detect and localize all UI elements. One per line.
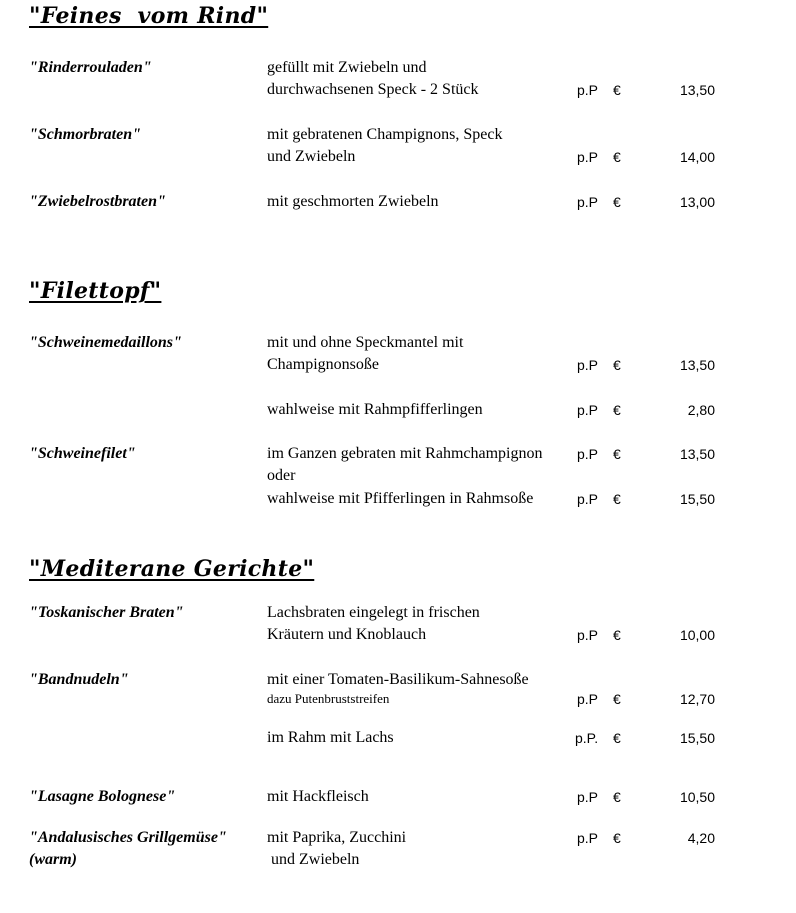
currency-symbol: €	[613, 149, 621, 165]
unit-label: p.P	[577, 446, 599, 462]
currency-symbol: €	[613, 691, 621, 707]
unit-label: p.P	[577, 149, 599, 165]
price-pfifferlinge-option: 2,80	[687, 402, 715, 418]
unit-label: p.P.	[575, 730, 599, 746]
unit-label: p.P	[577, 830, 599, 846]
dish-name-grillgemuese-note: (warm)	[29, 851, 77, 868]
dish-desc-schweinemedaillons-1: mit und ohne Speckmantel mit	[267, 334, 464, 351]
dish-desc-schweinefilet-1: im Ganzen gebraten mit Rahmchampignon	[267, 445, 543, 462]
dish-name-rinderrouladen: "Rinderrouladen"	[29, 59, 152, 76]
currency-symbol: €	[613, 357, 621, 373]
dish-desc-schweinemedaillons-2: Champignonsoße	[267, 356, 379, 373]
price-schweinefilet-option: 15,50	[679, 491, 715, 507]
unit-label: p.P	[577, 491, 599, 507]
dish-name-bandnudeln: "Bandnudeln"	[29, 671, 129, 688]
dish-name-toskanischer-braten: "Toskanischer Braten"	[29, 604, 184, 621]
dish-desc-grillgemuese-2: und Zwiebeln	[267, 851, 360, 868]
price-bandnudeln: 12,70	[679, 691, 715, 707]
section-title-rind: "Feines vom Rind"	[29, 3, 269, 29]
dish-name-grillgemuese: "Andalusisches Grillgemüse"	[29, 829, 227, 846]
price-toskanischer-braten: 10,00	[679, 627, 715, 643]
unit-label: p.P	[577, 789, 599, 805]
dish-desc-lasagne-1: mit Hackfleisch	[267, 788, 369, 805]
currency-symbol: €	[613, 830, 621, 846]
dish-desc-toskanischer-braten-2: Kräutern und Knoblauch	[267, 626, 427, 643]
currency-symbol: €	[613, 627, 621, 643]
dish-desc-toskanischer-braten-1: Lachsbraten eingelegt in frischen	[267, 604, 480, 621]
section-title-mediterane: "Mediterane Gerichte"	[29, 556, 315, 582]
unit-label: p.P	[577, 627, 599, 643]
currency-symbol: €	[613, 194, 621, 210]
dish-desc-schmorbraten-1: mit gebratenen Champignons, Speck	[267, 126, 503, 143]
price-grillgemuese: 4,20	[687, 830, 715, 846]
price-rinderrouladen: 13,50	[679, 82, 715, 98]
dish-desc-grillgemuese-1: mit Paprika, Zucchini	[267, 829, 407, 846]
dish-name-schweinefilet: "Schweinefilet"	[29, 445, 136, 462]
dish-desc-rinderrouladen-1: gefüllt mit Zwiebeln und	[267, 59, 427, 76]
dish-desc-bandnudeln-lachs: im Rahm mit Lachs	[267, 729, 394, 746]
dish-desc-bandnudeln-1: mit einer Tomaten-Basilikum-Sahnesoße	[267, 671, 529, 688]
dish-desc-schweinefilet-option: wahlweise mit Pfifferlingen in Rahmsoße	[267, 490, 534, 507]
unit-label: p.P	[577, 691, 599, 707]
dish-desc-schweinefilet-2: oder	[267, 467, 296, 484]
currency-symbol: €	[613, 402, 621, 418]
currency-symbol: €	[613, 730, 621, 746]
dish-name-schmorbraten: "Schmorbraten"	[29, 126, 142, 143]
dish-name-schweinemedaillons: "Schweinemedaillons"	[29, 334, 182, 351]
dish-desc-pfifferlinge-option: wahlweise mit Rahmpfifferlingen	[267, 401, 483, 418]
dish-desc-zwiebelrostbraten-1: mit geschmorten Zwiebeln	[267, 193, 439, 210]
dish-name-lasagne: "Lasagne Bolognese"	[29, 788, 176, 805]
unit-label: p.P	[577, 82, 599, 98]
price-lasagne: 10,50	[679, 789, 715, 805]
unit-label: p.P	[577, 194, 599, 210]
price-schweinemedaillons: 13,50	[679, 357, 715, 373]
dish-desc-schmorbraten-2: und Zwiebeln	[267, 148, 356, 165]
currency-symbol: €	[613, 789, 621, 805]
unit-label: p.P	[577, 357, 599, 373]
price-schweinefilet: 13,50	[679, 446, 715, 462]
currency-symbol: €	[613, 446, 621, 462]
currency-symbol: €	[613, 491, 621, 507]
section-title-filettopf: "Filettopf"	[29, 278, 162, 304]
dish-name-zwiebelrostbraten: "Zwiebelrostbraten"	[29, 193, 166, 210]
price-schmorbraten: 14,00	[679, 149, 715, 165]
dish-desc-bandnudeln-2: dazu Putenbruststreifen	[267, 691, 390, 706]
unit-label: p.P	[577, 402, 599, 418]
dish-desc-rinderrouladen-2: durchwachsenen Speck - 2 Stück	[267, 81, 479, 98]
price-zwiebelrostbraten: 13,00	[679, 194, 715, 210]
currency-symbol: €	[613, 82, 621, 98]
price-bandnudeln-lachs: 15,50	[679, 730, 715, 746]
